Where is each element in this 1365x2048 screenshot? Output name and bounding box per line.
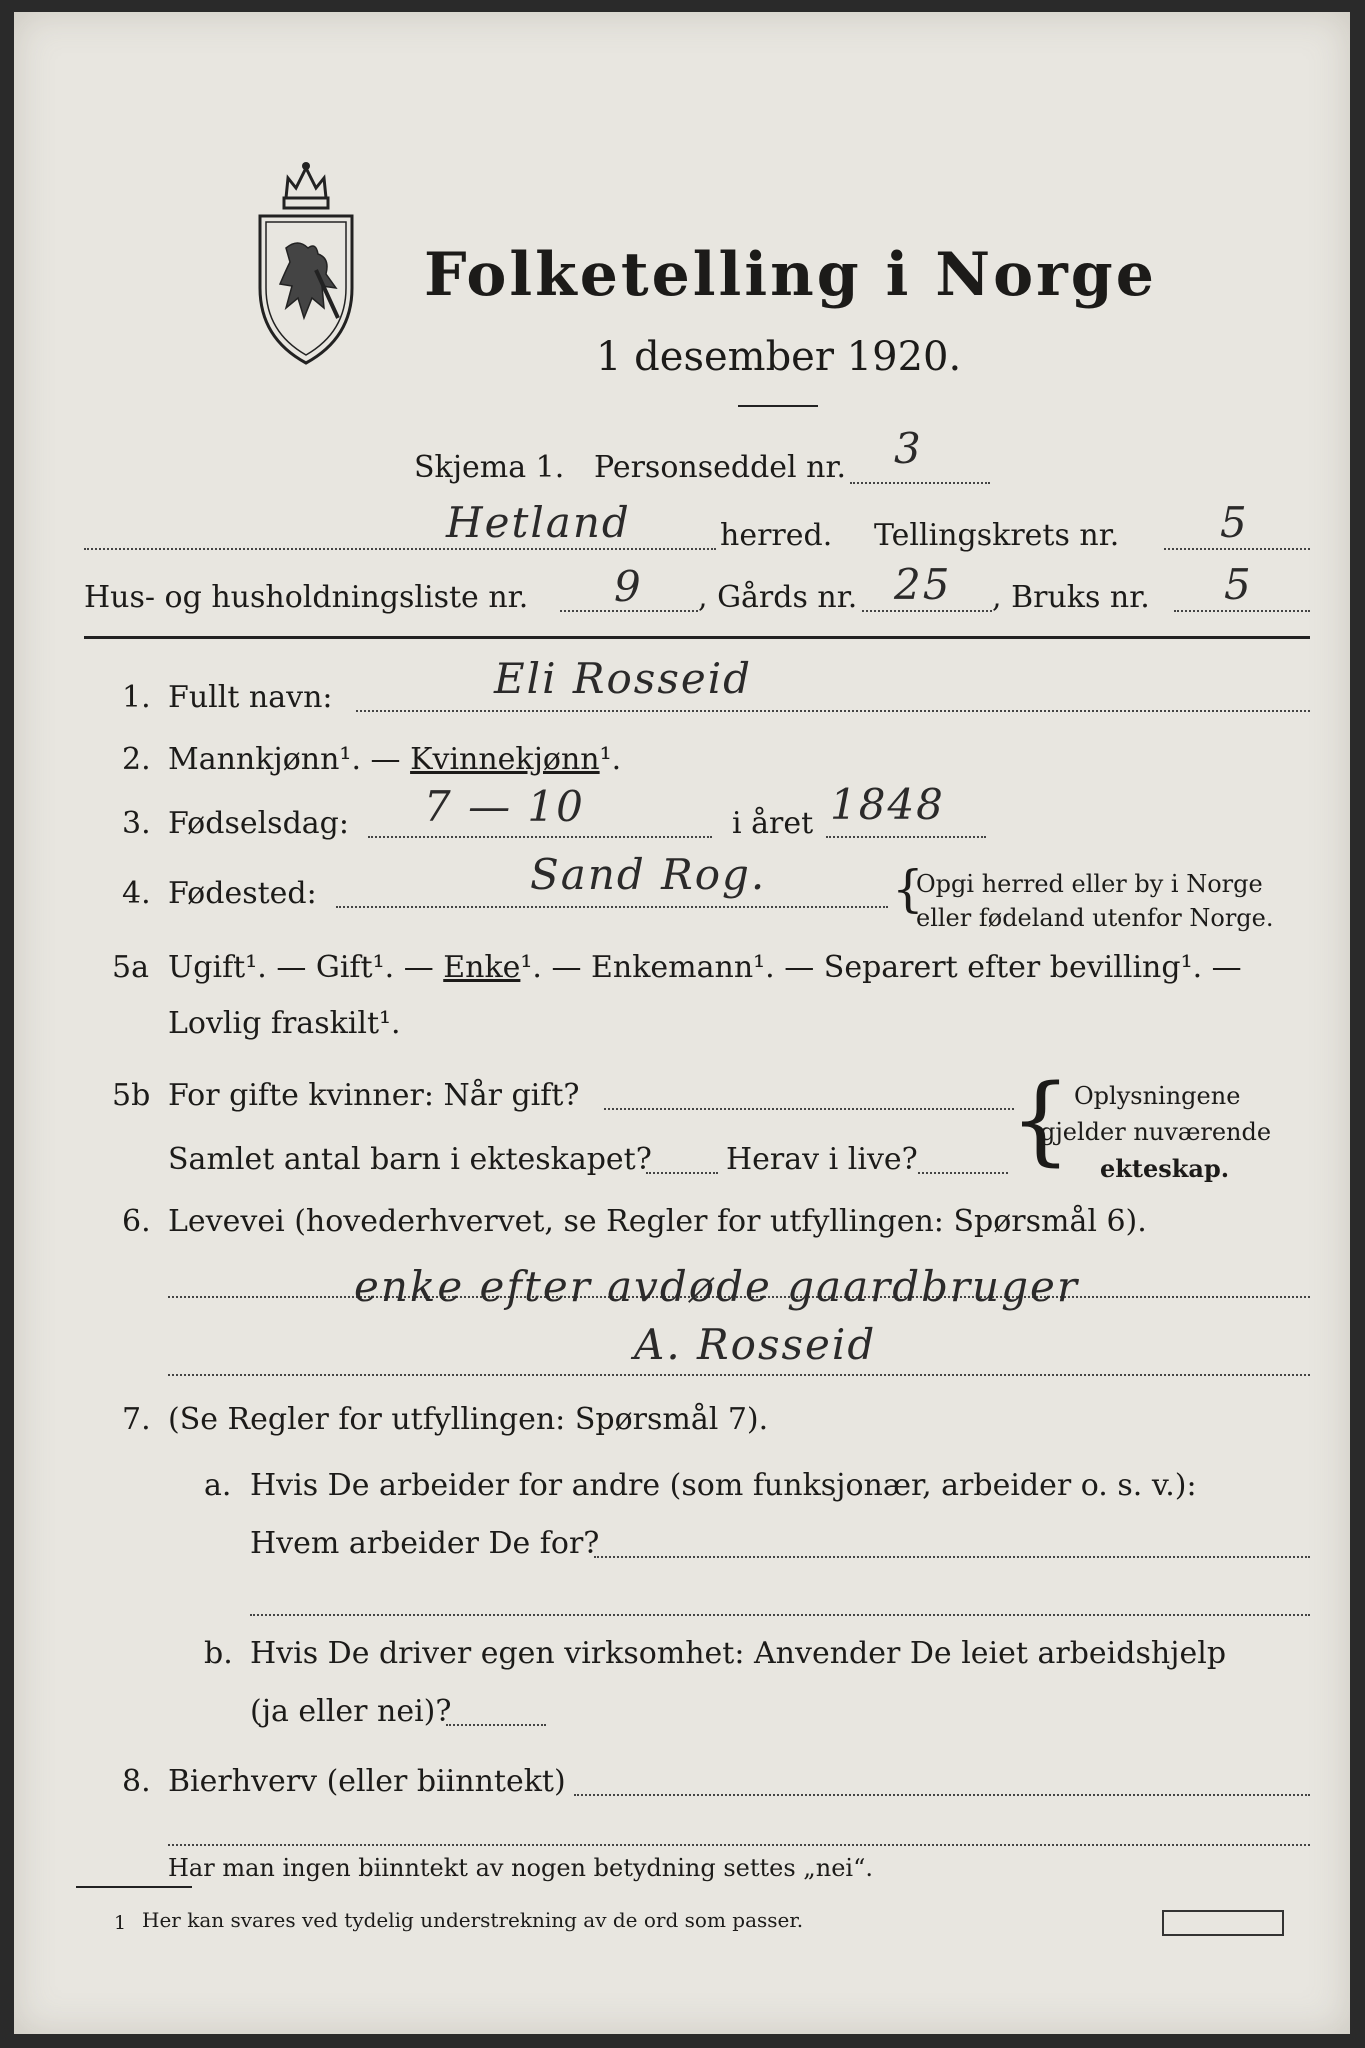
tellingskrets-value[interactable]: 5 xyxy=(1220,498,1249,547)
q6-value-2[interactable]: A. Rosseid xyxy=(634,1320,877,1369)
q5b-children-line xyxy=(646,1172,718,1174)
bruks-label: , Bruks nr. xyxy=(992,580,1150,615)
q5a-line-2: Lovlig fraskilt¹. xyxy=(168,1006,401,1041)
printer-stamp xyxy=(1162,1910,1284,1936)
q3-label: Fødselsdag: xyxy=(168,806,349,841)
q8-number: 8. xyxy=(122,1764,151,1799)
herred-value[interactable]: Hetland xyxy=(446,498,631,547)
q4-label: Fødested: xyxy=(168,876,317,911)
q5b-note-3: ekteskap. xyxy=(1100,1154,1230,1183)
q8-line-2 xyxy=(168,1844,1310,1846)
q5b-text-1: For gifte kvinner: Når gift? xyxy=(168,1078,580,1113)
q4-number: 4. xyxy=(122,876,151,911)
title-divider xyxy=(738,405,818,407)
q8-note: Har man ingen biinntekt av nogen betydning settes „nei“. xyxy=(168,1854,873,1882)
q5b-married-line xyxy=(604,1108,1014,1110)
personseddel-line xyxy=(850,482,990,484)
q2-mann: Mannkjønn¹. — xyxy=(168,742,411,777)
q5a-rest: ¹. — Enkemann¹. — Separert efter bevilling¹. — xyxy=(520,950,1242,985)
form-date: 1 desember 1920. xyxy=(596,334,962,380)
q7b-text-2: (ja eller nei)? xyxy=(250,1694,452,1729)
bruks-value[interactable]: 5 xyxy=(1224,560,1253,609)
footnote-mark: 1 xyxy=(114,1912,127,1934)
q6-text: Levevei (hovederhvervet, se Regler for utfyllingen: Spørsmål 6). xyxy=(168,1204,1147,1239)
q5b-note-2: gjelder nuværende xyxy=(1040,1118,1272,1146)
q1-number: 1. xyxy=(122,680,151,715)
q7a-text-2: Hvem arbeider De for? xyxy=(250,1526,600,1561)
header-divider xyxy=(84,636,1310,639)
census-form-page xyxy=(14,12,1350,2034)
personseddel-value[interactable]: 3 xyxy=(894,424,923,473)
q5b-number: 5b xyxy=(112,1078,151,1113)
tellingskrets-line xyxy=(1164,548,1310,550)
q8-line-1 xyxy=(574,1794,1310,1796)
gards-value[interactable]: 25 xyxy=(894,560,952,609)
q1-line xyxy=(356,710,1310,712)
footnote-text: Her kan svares ved tydelig understrekning av de ord som passer. xyxy=(142,1908,804,1932)
q6-line-2 xyxy=(168,1374,1310,1376)
q3-year-value[interactable]: 1848 xyxy=(830,780,945,829)
q4-brace: { xyxy=(892,860,924,918)
q7-text: (Se Regler for utfyllingen: Spørsmål 7). xyxy=(168,1402,769,1437)
herred-label: herred. xyxy=(720,518,833,553)
q1-label: Fullt navn: xyxy=(168,680,333,715)
q5a-options xyxy=(168,950,1242,985)
hus-value[interactable]: 9 xyxy=(614,562,643,611)
q2-suffix: ¹. xyxy=(599,742,622,777)
herred-line xyxy=(84,548,716,550)
q2-options xyxy=(168,742,621,777)
norwegian-coat-of-arms-icon xyxy=(246,158,366,368)
q7a-number: a. xyxy=(204,1468,232,1503)
q3-year-label: i året xyxy=(732,806,814,841)
footnote-rule xyxy=(76,1886,192,1888)
q7a-line-2 xyxy=(250,1614,1310,1616)
q4-note-1: Opgi herred eller by i Norge xyxy=(916,870,1263,898)
q2-number: 2. xyxy=(122,742,151,777)
q5b-text-2: Samlet antal barn i ekteskapet? xyxy=(168,1142,652,1177)
q8-text: Bierhverv (eller biinntekt) xyxy=(168,1764,566,1799)
q7a-text-1: Hvis De arbeider for andre (som funksjonær, arbeider o. s. v.): xyxy=(250,1468,1197,1503)
q6-number: 6. xyxy=(122,1204,151,1239)
q1-value[interactable]: Eli Rosseid xyxy=(494,654,753,703)
q7a-line-1 xyxy=(594,1556,1310,1558)
q5b-brace: { xyxy=(1010,1064,1072,1176)
gards-line xyxy=(862,610,992,612)
q6-value-1[interactable]: enke efter avdøde gaardbruger xyxy=(354,1262,1079,1311)
q5b-alive-line xyxy=(918,1172,1008,1174)
q4-line xyxy=(336,906,888,908)
q7b-text-1: Hvis De driver egen virksomhet: Anvender De leiet arbeidshjelp xyxy=(250,1636,1227,1671)
q3-line xyxy=(368,836,712,838)
q4-note-2: eller fødeland utenfor Norge. xyxy=(916,904,1274,932)
tellingskrets-label: Tellingskrets nr. xyxy=(874,518,1120,553)
q7b-line xyxy=(446,1724,546,1726)
q5b-note-1: Oplysningene xyxy=(1074,1082,1241,1110)
form-title: Folketelling i Norge xyxy=(424,240,1157,310)
bruks-line xyxy=(1174,610,1310,612)
q3-value[interactable]: 7 — 10 xyxy=(424,782,585,831)
q7-number: 7. xyxy=(122,1402,151,1437)
q3-number: 3. xyxy=(122,806,151,841)
q7b-number: b. xyxy=(204,1636,233,1671)
q5a-number: 5a xyxy=(112,950,149,985)
q5a-enke[interactable]: Enke xyxy=(443,950,521,985)
hus-label: Hus- og husholdningsliste nr. xyxy=(84,580,529,615)
skjema-label: Skjema 1. xyxy=(414,450,565,485)
q4-value[interactable]: Sand Rog. xyxy=(530,850,767,899)
gards-label: , Gårds nr. xyxy=(698,580,858,615)
q5a-ugift-gift: Ugift¹. — Gift¹. — xyxy=(168,950,444,985)
q2-kvinne[interactable]: Kvinnekjønn xyxy=(410,742,600,777)
personseddel-label: Personseddel nr. xyxy=(594,450,847,485)
q3-year-line xyxy=(826,836,986,838)
q5b-text-3: Herav i live? xyxy=(726,1142,918,1177)
